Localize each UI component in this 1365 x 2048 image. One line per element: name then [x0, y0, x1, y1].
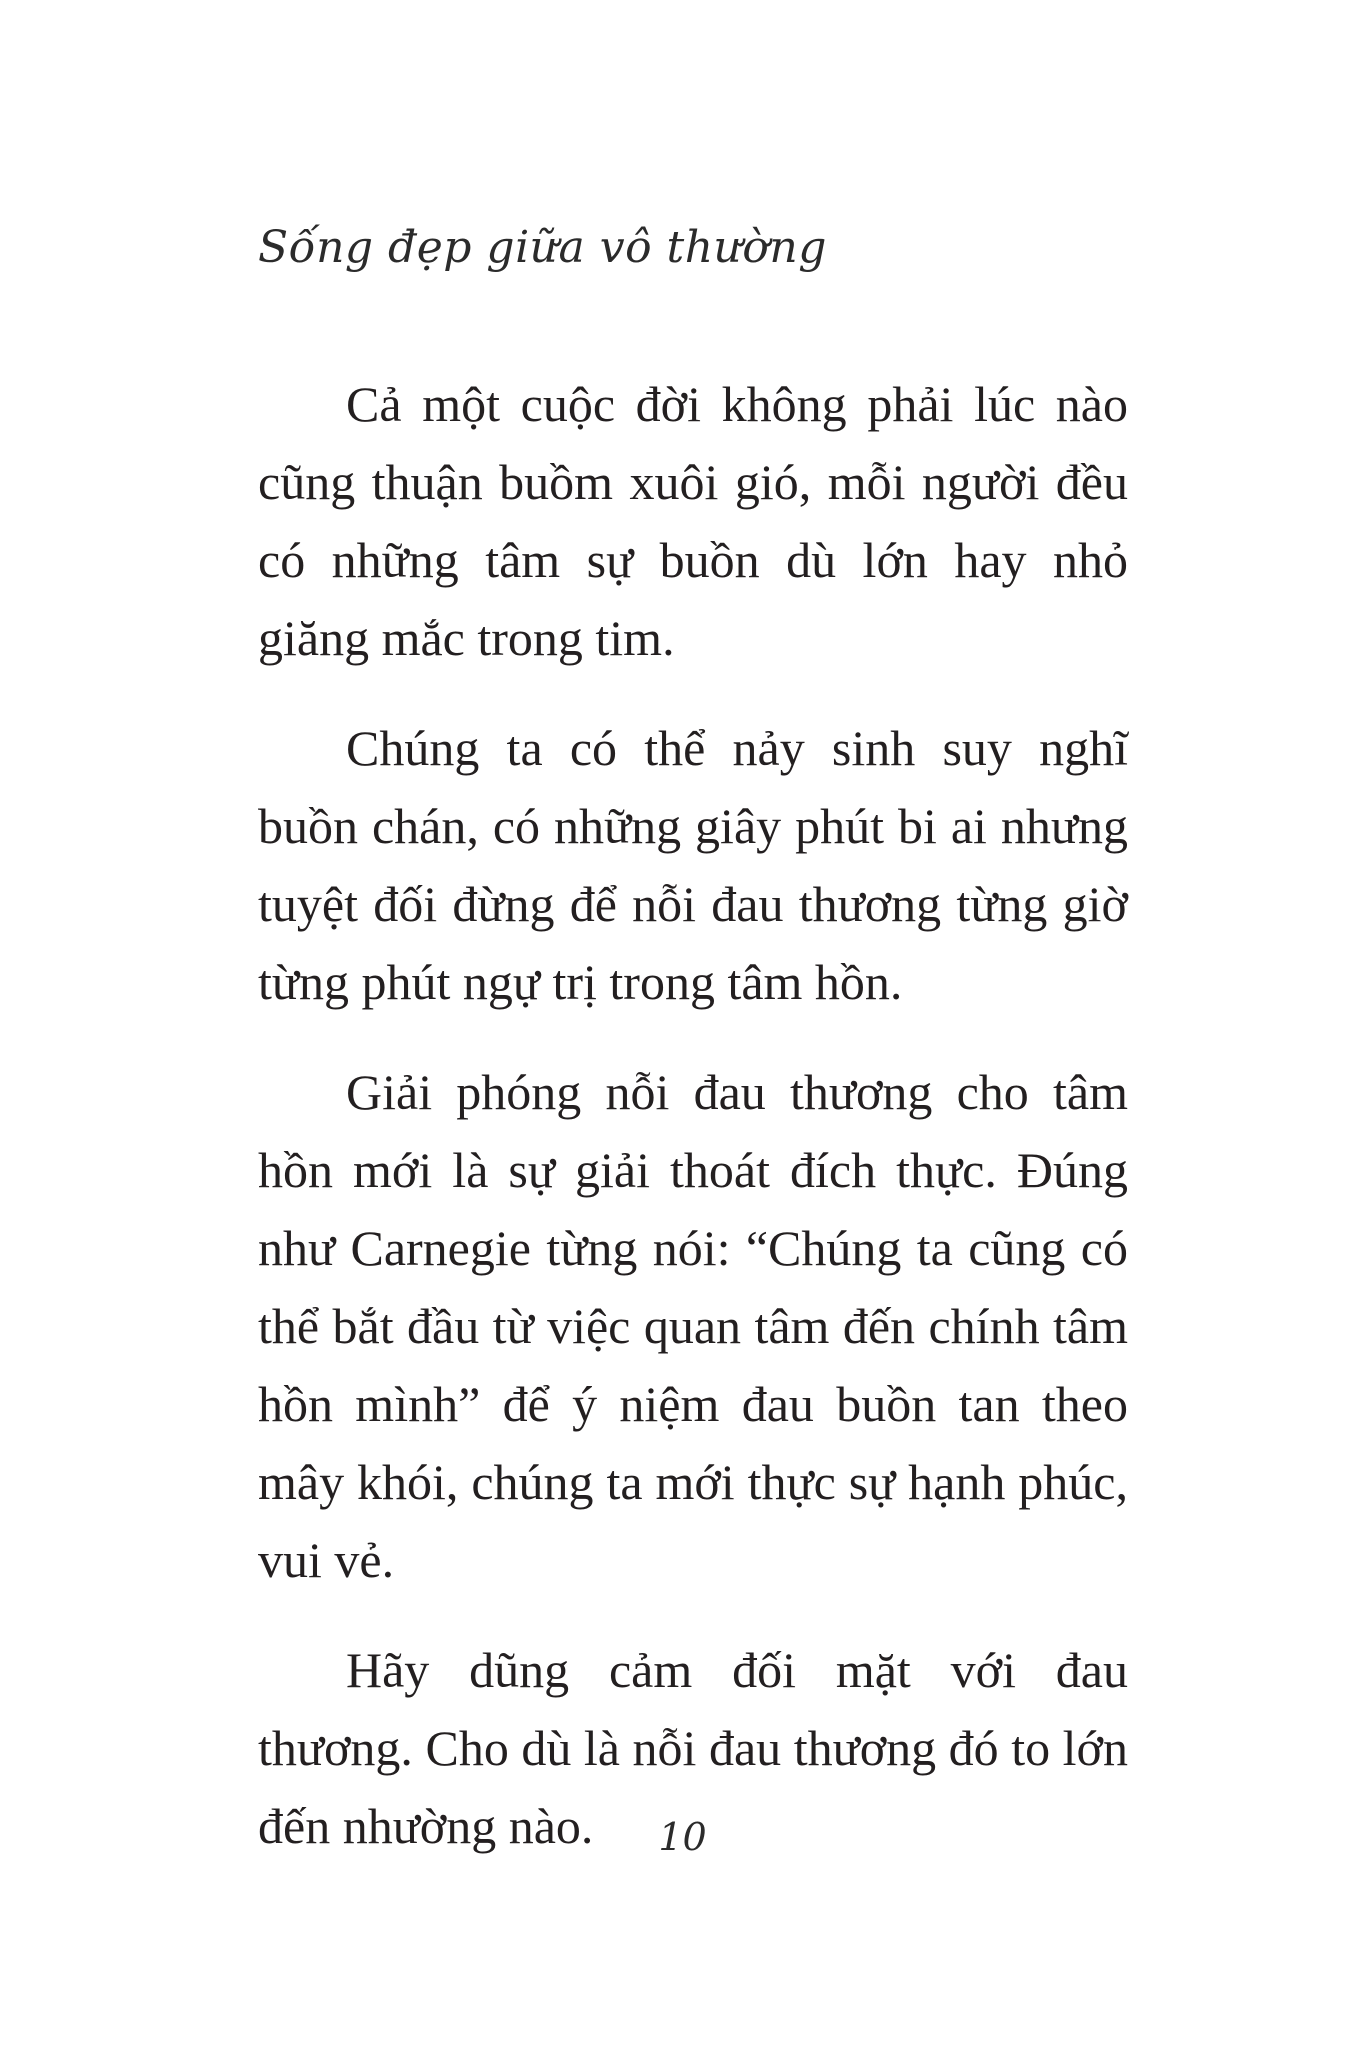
paragraph-3: Giải phóng nỗi đau thương cho tâm hồn mới là sự giải thoát đích thực. Đúng như Carnegie từng nói: “Chúng ta cũng có thể bắt đầu từ việc quan tâm đến chính tâm hồn mình” để ý niệm đau buồn tan theo mây khói, chúng ta mới thực sự hạnh phúc, vui vẻ.: [258, 1064, 1128, 1588]
page-number: 10: [658, 1815, 707, 1859]
paragraph-1: Cả một cuộc đời không phải lúc nào cũng thuận buồm xuôi gió, mỗi người đều có những tâm sự buồn dù lớn hay nhỏ giăng mắc trong tim.: [258, 376, 1128, 666]
body-text: [258, 365, 1128, 1897]
running-header-title: Sống đẹp giữa vô thường: [258, 222, 827, 273]
paragraph-4: Hãy dũng cảm đối mặt với đau thương. Cho dù là nỗi đau thương đó to lớn đến nhường nào.: [258, 1642, 1128, 1854]
paragraph-2: Chúng ta có thể nảy sinh suy nghĩ buồn chán, có những giây phút bi ai nhưng tuyệt đối đừng để nỗi đau thương từng giờ từng phút ngự trị trong tâm hồn.: [258, 720, 1128, 1010]
